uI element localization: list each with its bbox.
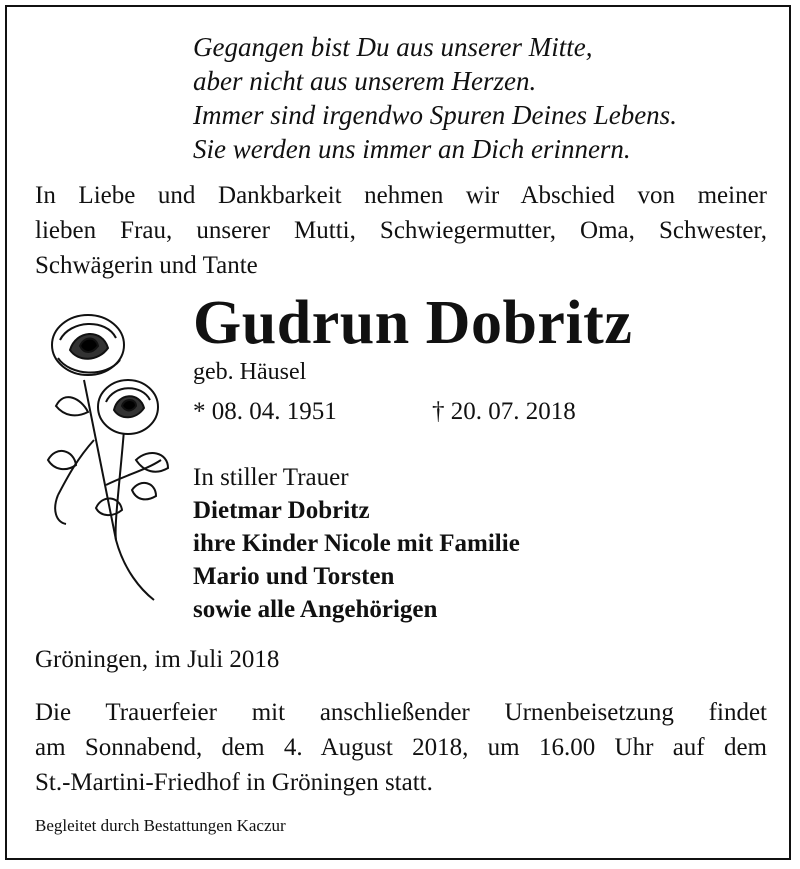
service-line-3: St.-Martini-Friedhof in Gröningen statt. [35,769,433,796]
poem-line-3: Immer sind irgendwo Spuren Deines Lebens. [193,100,677,130]
birth-name: geb. Häusel [193,359,307,385]
birth-date: * 08. 04. 1951 [193,398,337,425]
place-date: Gröningen, im Juli 2018 [35,646,280,673]
roses-icon [36,310,176,605]
deceased-name: Gudrun Dobritz [193,289,633,357]
poem-line-2: aber nicht aus unserem Herzen. [193,66,537,96]
intro-line-1: In Liebe und Dankbarkeit nehmen wir Abschied von meiner [35,182,767,209]
mourner-line-2: ihre Kinder Nicole mit Familie [193,530,520,557]
service-line-1: Die Trauerfeier mit anschließender Urnenbeisetzung findet [35,699,767,726]
intro-line-3: Schwägerin und Tante [35,252,258,279]
undertaker-credit: Begleitet durch Bestattungen Kaczur [35,816,286,835]
mourner-line-3: Mario und Torsten [193,563,395,590]
mourner-line-1: Dietmar Dobritz [193,497,370,524]
intro-line-2: lieben Frau, unserer Mutti, Schwiegermutter, Oma, Schwester, [35,217,767,244]
mourner-line-4: sowie alle Angehörigen [193,596,438,623]
death-date: † 20. 07. 2018 [432,398,576,425]
mourners-heading: In stiller Trauer [193,464,349,491]
service-line-2: am Sonnabend, dem 4. August 2018, um 16.00 Uhr auf dem [35,734,767,761]
poem-line-1: Gegangen bist Du aus unserer Mitte, [193,32,593,62]
poem-line-4: Sie werden uns immer an Dich erinnern. [193,134,631,164]
